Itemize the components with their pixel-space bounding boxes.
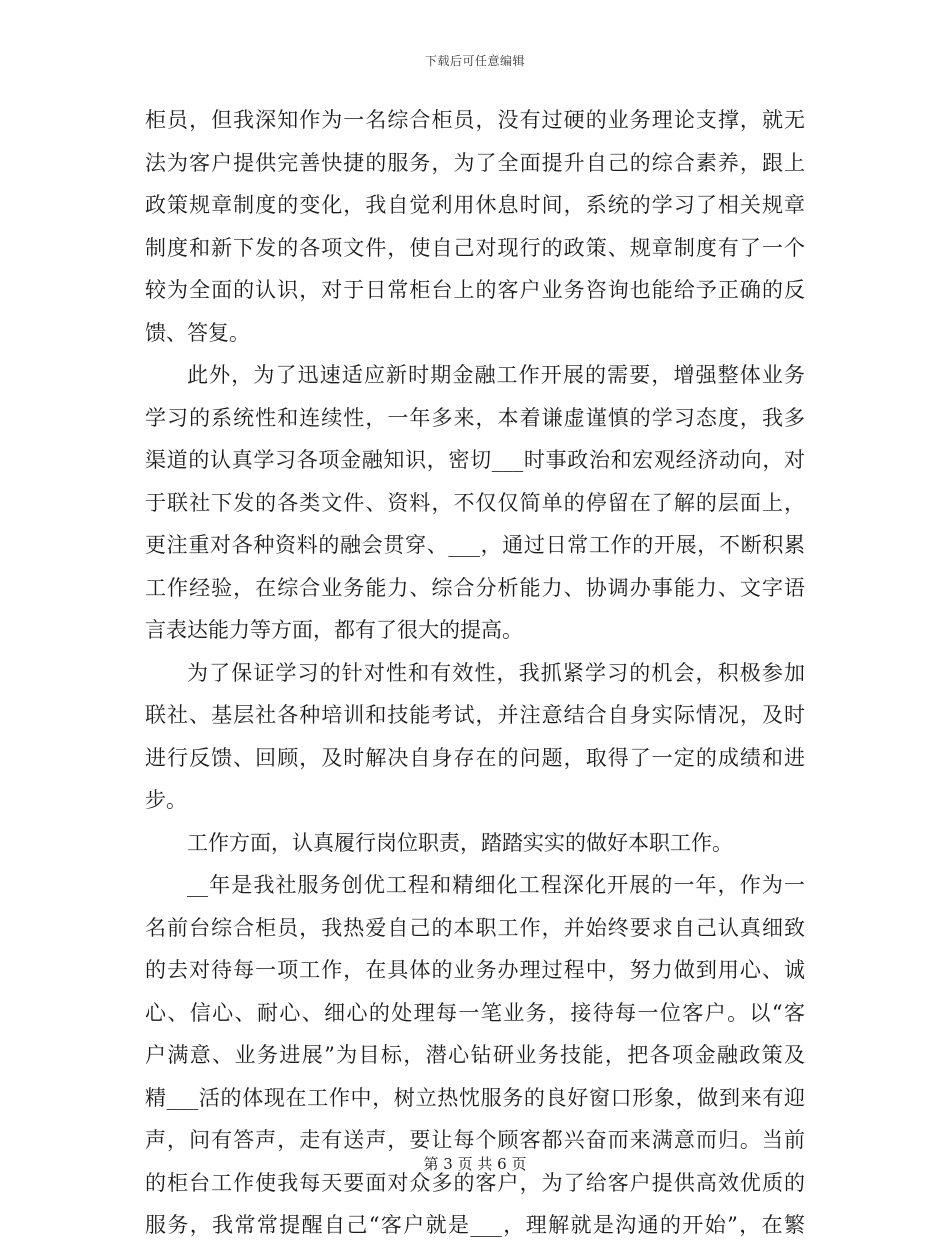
text-line: 步。	[145, 788, 187, 812]
text-line: 于联社下发的各类文件、资料，不仅仅简单的停留在了解的层面上，	[145, 490, 805, 515]
text-line: 为了保证学习的针对性和有效性，我抓紧学习的机会，积极参加	[187, 660, 805, 685]
page-header: 下载后可任意编辑	[424, 54, 525, 68]
page-number-footer: 第 3 页 共 6 页	[423, 1155, 527, 1173]
text-line: 较为全面的认识，对于日常柜台上的客户业务咨询也能给予正确的反	[145, 278, 805, 302]
text-line: 心、信心、耐心、细心的处理每一笔业务，接待每一位客户。以“客	[145, 1000, 805, 1025]
text-line: 联社、基层社各种培训和技能考试，并注意结合自身实际情况，及时	[145, 703, 805, 727]
text-line: 言表达能力等方面，都有了很大的提高。	[145, 618, 523, 642]
text-line: 进行反馈、回顾，及时解决自身存在的问题，取得了一定的成绩和进	[145, 745, 805, 770]
text-line: 名前台综合柜员，我热爱自己的本职工作，并始终要求自己认真细致	[145, 915, 805, 940]
document-body	[145, 99, 805, 1247]
text-line: 精___活的体现在工作中，树立热忱服务的良好窗口形象，做到来有迎	[145, 1085, 805, 1110]
text-line: 学习的系统性和连续性，一年多来，本着谦虚谨慎的学习态度，我多	[145, 405, 805, 430]
text-line: 的去对待每一项工作，在具体的业务办理过程中，努力做到用心、诚	[145, 958, 805, 982]
text-line: 声，问有答声，走有送声，要让每个顾客都兴奋而来满意而归。当前	[145, 1128, 805, 1152]
text-line: __年是我社服务创优工程和精细化工程深化开展的一年，作为一	[187, 873, 805, 897]
text-line: 户满意、业务进展”为目标，潜心钻研业务技能，把各项金融政策及	[145, 1043, 805, 1067]
text-line: 的柜台工作使我每天要面对众多的客户，为了给客户提供高效优质的	[145, 1170, 805, 1195]
text-line: 渠道的认真学习各项金融知识，密切___时事政治和宏观经济动向，对	[145, 448, 805, 472]
text-line: 此外，为了迅速适应新时期金融工作开展的需要，增强整体业务	[187, 363, 805, 387]
text-line: 工作方面，认真履行岗位职责，踏踏实实的做好本职工作。	[187, 830, 733, 855]
text-line: 政策规章制度的变化，我自觉利用休息时间，系统的学习了相关规章	[145, 193, 805, 217]
text-line: 更注重对各种资料的融会贯穿、___，通过日常工作的开展，不断积累	[145, 533, 805, 557]
text-line: 柜员，但我深知作为一名综合柜员，没有过硬的业务理论支撑，就无	[145, 108, 805, 132]
text-line: 法为客户提供完善快捷的服务，为了全面提升自己的综合素养，跟上	[145, 150, 805, 175]
text-line: 馈、答复。	[145, 320, 250, 345]
text-line: 工作经验，在综合业务能力、综合分析能力、协调办事能力、文字语	[145, 575, 805, 600]
text-line: 服务，我常常提醒自己“客户就是___，理解就是沟通的开始”，在繁	[145, 1213, 805, 1237]
text-line: 制度和新下发的各项文件，使自己对现行的政策、规章制度有了一个	[145, 235, 805, 260]
